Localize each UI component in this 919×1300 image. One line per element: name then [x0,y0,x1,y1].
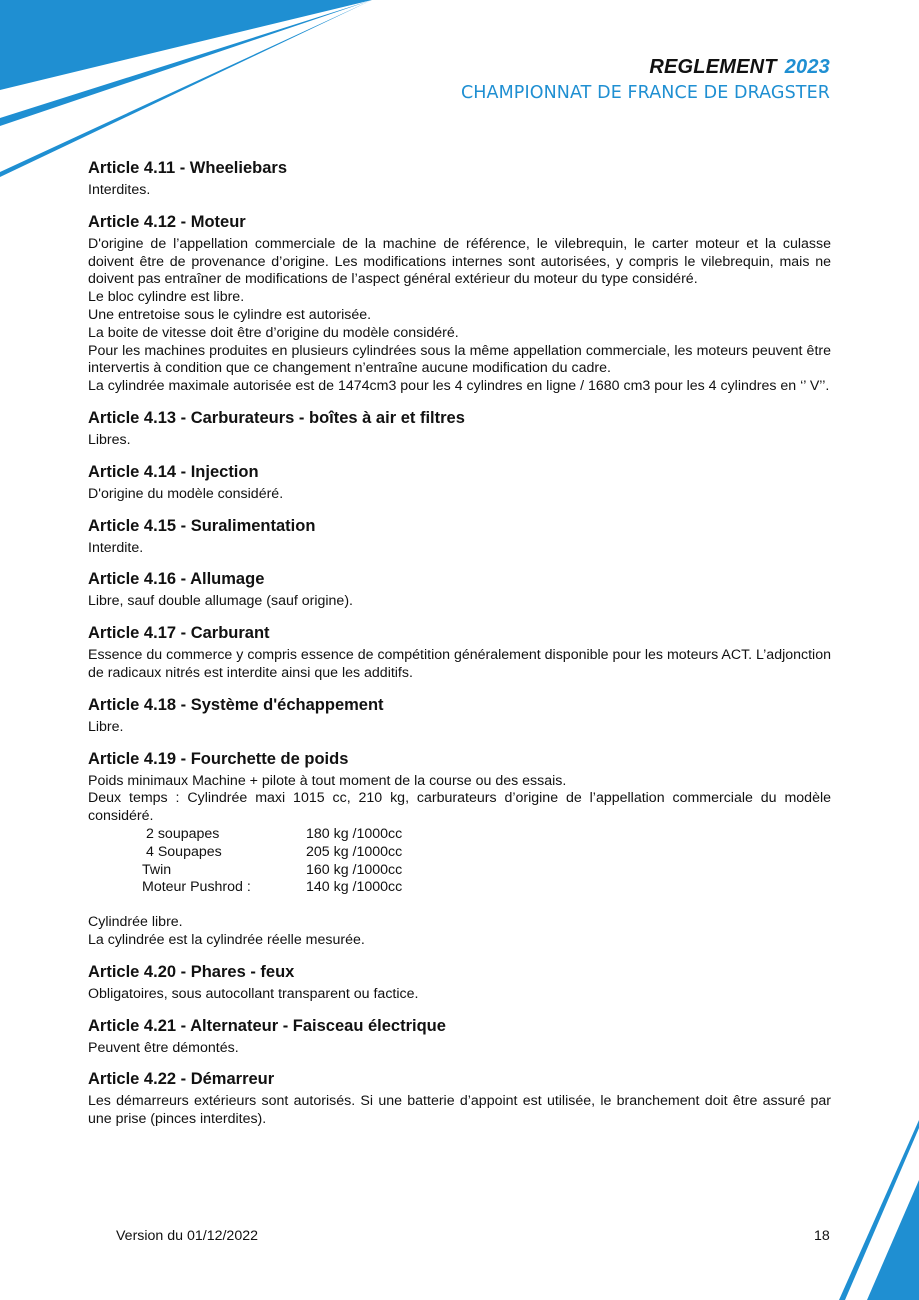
article-text: Pour les machines produites en plusieurs cylindrées sous la même appellation commerciale, les moteurs peuvent être intervertis à condition que ce changement n’entraîne aucune modification du cadre. [88,342,831,377]
weight-row [88,826,831,844]
footer-corner-decoration [839,1120,919,1300]
weight-category: 4 Soupapes [146,843,222,860]
article [88,749,831,826]
article [88,158,831,200]
article-text: Deux temps : Cylindrée maxi 1015 cc, 210 kg, carburateurs d’origine de l’appellation commerciale du modèle considéré. [88,790,831,825]
article-title: Article 4.21 - Alternateur - Faisceau électrique [88,1016,446,1035]
weight-category: Twin [142,861,172,878]
article-text: Obligatoires, sous autocollant transparent ou factice. [88,985,419,1002]
weight-row [88,862,831,880]
article-text: Le bloc cylindre est libre. [88,289,245,306]
article-title: Article 4.20 - Phares - feux [88,962,295,981]
article-text: Une entretoise sous le cylindre est autorisée. [88,306,372,323]
title-year: 2023 [784,56,830,78]
article-text: Libre, sauf double allumage (sauf origine). [88,593,353,610]
article [88,516,831,558]
article-title: Article 4.16 - Allumage [88,570,265,589]
document-title [461,56,830,79]
article-title: Article 4.17 - Carburant [88,624,270,643]
document-subtitle: CHAMPIONNAT DE FRANCE DE DRAGSTER [460,83,830,103]
article [88,962,831,1004]
articles-list-continued [88,962,831,1129]
article [88,212,831,396]
article-text: La boite de vitesse doit être d’origine du modèle considéré. [88,324,459,341]
weight-table [88,826,831,897]
title-text: REGLEMENT [649,56,777,78]
articles-list [88,158,831,826]
article-text: D'origine de l’appellation commerciale de la machine de référence, le vilebrequin, le carter moteur et la culasse doivent être de provenance d’origine. Les modifications internes sont autorisées, y compris le vilebrequin, mais ne doivent pas entraîner de modifications de l’aspect général extérieur du moteur du type considéré. [88,235,831,288]
article-text: La cylindrée est la cylindrée réelle mesurée. [88,931,365,948]
article-text: Interdite. [88,539,144,556]
article-title: Article 4.15 - Suralimentation [88,516,316,535]
weights-notes [88,914,831,950]
article-text: Libres. [88,431,131,448]
weight-row [88,844,831,862]
article [88,1069,831,1129]
article-text: Cylindrée libre. [88,914,183,931]
article-title: Article 4.13 - Carburateurs - boîtes à air et filtres [88,408,465,427]
weight-value: 180 kg /1000cc [306,825,403,842]
article-title: Article 4.19 - Fourchette de poids [88,749,349,768]
article [88,569,831,611]
article-text: Poids minimaux Machine + pilote à tout moment de la course ou des essais. [88,772,567,789]
article-text: Interdites. [88,182,151,198]
article-text: La cylindrée maximale autorisée est de 1474cm3 pour les 4 cylindres en ligne / 1680 cm3 pour les 4 cylindres en ‘’ V’’. [88,378,830,395]
weight-category: Moteur Pushrod : [142,879,251,896]
weight-row [88,879,831,897]
article-text: Peuvent être démontés. [88,1039,239,1056]
footer-version: Version du 01/12/2022 [116,1228,258,1244]
article-title: Article 4.11 - Wheeliebars [88,159,288,177]
article-title: Article 4.22 - Démarreur [88,1070,275,1089]
article-text: Essence du commerce y compris essence de compétition généralement disponible pour les moteurs ACT. L’adjonction de radicaux nitrés est interdite ainsi que les additifs. [88,647,831,681]
document-body [88,158,831,1141]
weight-value: 160 kg /1000cc [306,861,403,878]
page-header [461,56,830,103]
article [88,462,831,504]
article-text: Les démarreurs extérieurs sont autorisés. Si une batterie d’appoint est utilisée, le branchement doit être assuré par une prise (pinces interdites). [88,1093,831,1128]
weight-value: 205 kg /1000cc [306,843,403,860]
article [88,408,831,450]
weight-category: 2 soupapes [146,825,220,842]
article [88,623,831,683]
article-title: Article 4.18 - Système d'échappement [88,695,384,714]
weight-value: 140 kg /1000cc [306,879,403,896]
page-number: 18 [814,1228,830,1244]
article [88,695,831,737]
article-title: Article 4.12 - Moteur [88,212,246,231]
article-title: Article 4.14 - Injection [88,462,259,481]
article-text: D'origine du modèle considéré. [88,485,284,502]
article-text: Libre. [88,718,124,735]
article [88,1016,831,1058]
